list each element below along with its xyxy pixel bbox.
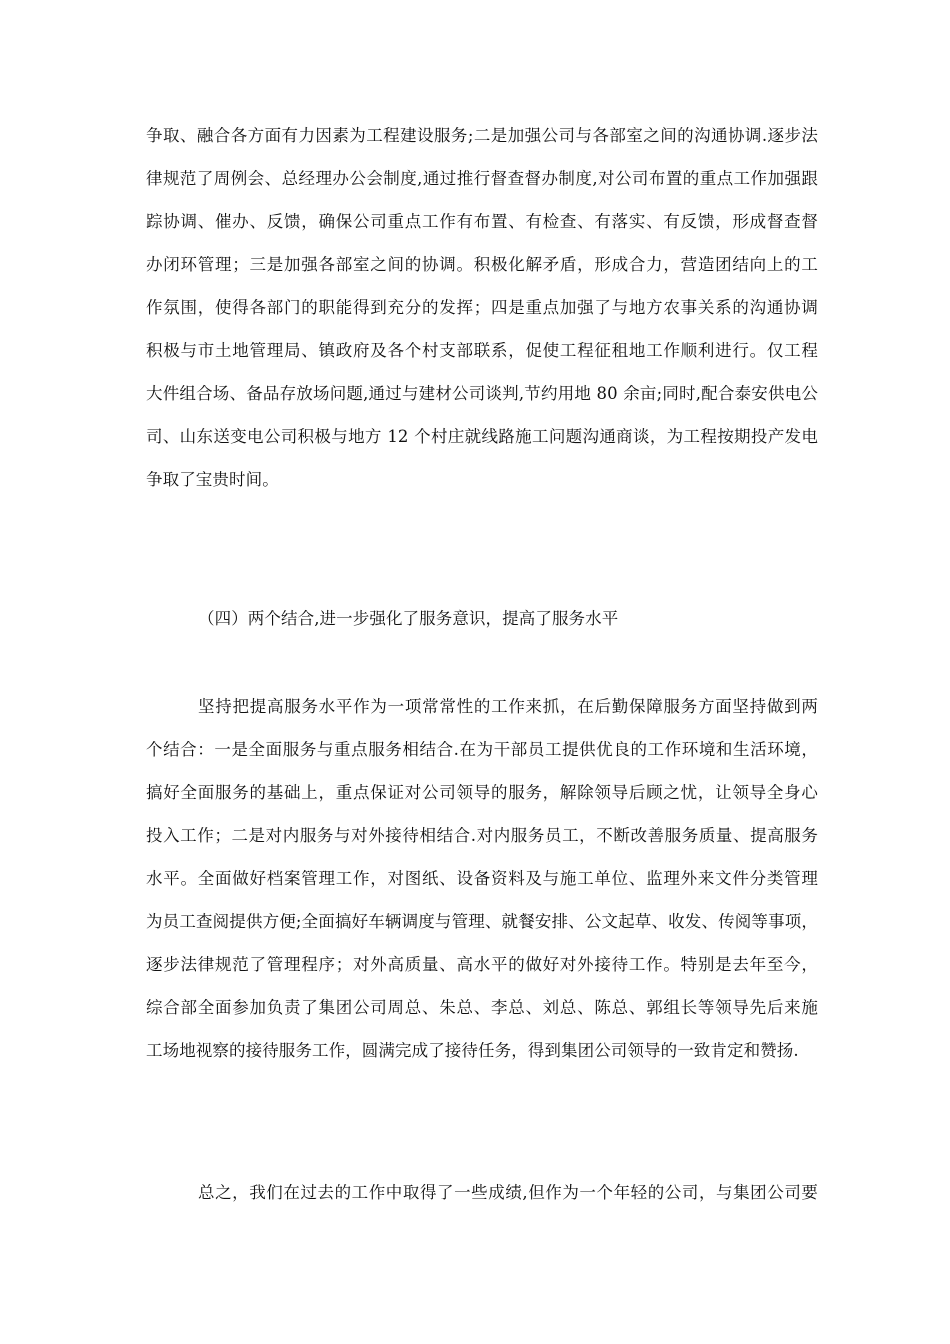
text-line: 综合部全面参加负责了集团公司周总、朱总、李总、刘总、陈总、郭组长等领导先后来施 (146, 998, 818, 1017)
text-line: 争取、融合各方面有力因素为工程建设服务;二是加强公司与各部室之间的沟通协调.逐步法 (146, 126, 818, 145)
paragraph-service (146, 685, 818, 1072)
text-line: 逐步法律规范了管理程序；对外高质量、高水平的做好对外接待工作。特别是去年至今， (146, 955, 818, 974)
text-line: 工场地视察的接待服务工作，圆满完成了接待任务，得到集团公司领导的一致肯定和赞扬. (146, 1041, 799, 1060)
text-line: 司、山东送变电公司积极与地方 12 个村庄就线路施工问题沟通商谈，为工程按期投产发电 (146, 427, 818, 446)
text-line: 总之，我们在过去的工作中取得了一些成绩,但作为一个年轻的公司，与集团公司要 (198, 1183, 818, 1202)
text-line: 搞好全面服务的基础上，重点保证对公司领导的服务，解除领导后顾之忧，让领导全身心 (146, 783, 818, 802)
section-heading: （四）两个结合,进一步强化了服务意识，提高了服务水平 (198, 609, 619, 628)
text-line: 律规范了周例会、总经理办公会制度,通过推行督查督办制度,对公司布置的重点工作加强跟 (146, 169, 818, 188)
paragraph-summary (146, 1171, 818, 1214)
text-line: 大件组合场、备品存放场问题,通过与建材公司谈判,节约用地 80 余亩;同时,配合泰安供电公 (146, 384, 818, 403)
text-line: 办闭环管理；三是加强各部室之间的协调。积极化解矛盾，形成合力，营造团结向上的工 (146, 255, 818, 274)
text-line: 为员工查阅提供方便;全面搞好车辆调度与管理、就餐安排、公文起草、收发、传阅等事项， (146, 912, 818, 931)
text-line: 投入工作；二是对内服务与对外接待相结合.对内服务员工，不断改善服务质量、提高服务 (146, 826, 818, 845)
text-line: 坚持把提高服务水平作为一项常常性的工作来抓，在后勤保障服务方面坚持做到两 (198, 697, 818, 716)
text-line: 争取了宝贵时间。 (146, 470, 279, 489)
text-line: 作氛围，使得各部门的职能得到充分的发挥；四是重点加强了与地方农事关系的沟通协调 (146, 298, 818, 317)
text-line: 水平。全面做好档案管理工作，对图纸、设备资料及与施工单位、监理外来文件分类管理 (146, 869, 818, 888)
section-heading-four (146, 597, 818, 640)
paragraph-coordination (146, 114, 818, 501)
text-line: 积极与市土地管理局、镇政府及各个村支部联系，促使工程征租地工作顺利进行。仅工程 (146, 341, 818, 360)
text-line: 个结合：一是全面服务与重点服务相结合.在为干部员工提供优良的工作环境和生活环境， (146, 740, 818, 759)
text-line: 踪协调、催办、反馈，确保公司重点工作有布置、有检查、有落实、有反馈，形成督查督 (146, 212, 818, 231)
